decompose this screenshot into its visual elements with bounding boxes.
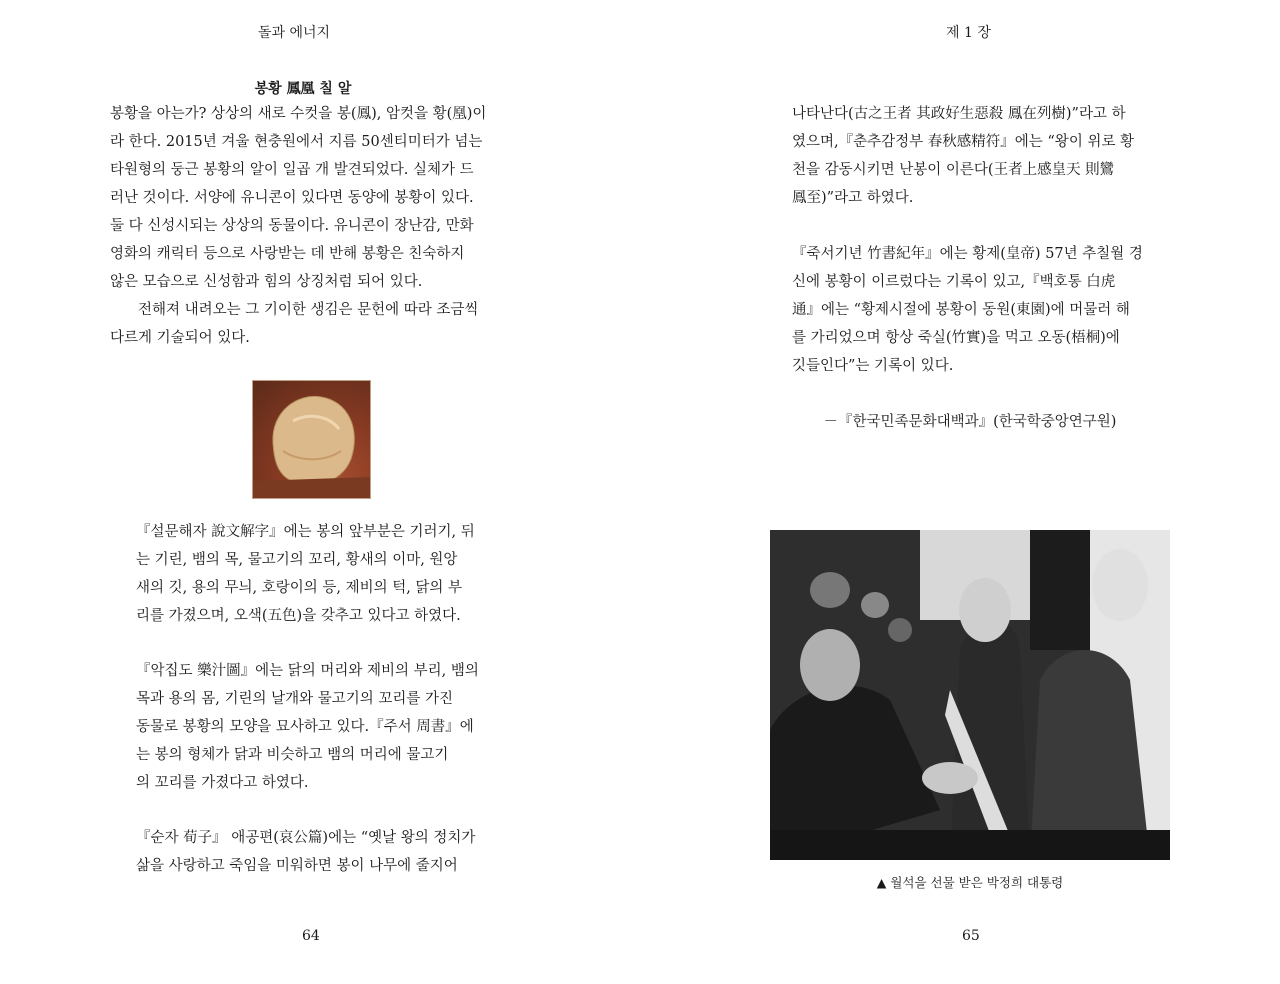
text-line: 리를 가졌으며, 오색(五色)을 갖추고 있다고 하였다.	[136, 608, 461, 624]
text-line: 『순자 荀子』 애공편(哀公篇)에는 “옛날 왕의 정치가	[136, 830, 476, 846]
quote-sunja-continued	[792, 100, 1148, 212]
quote-seolmunhaeja	[136, 518, 486, 630]
intro-paragraph	[110, 100, 496, 352]
text-line: 였으며,『춘추감정부 春秋感精符』에는 “왕이 위로 황	[792, 134, 1135, 150]
text-line: 둘 다 신성시되는 상상의 동물이다. 유니콘이 장난감, 만화	[110, 218, 474, 234]
text-line: 는 기린, 뱀의 목, 물고기의 꼬리, 황새의 이마, 원앙	[136, 552, 458, 568]
left-page-number: 64	[302, 928, 320, 944]
text-line: 타원형의 둥근 봉황의 알이 일곱 개 발견되었다. 실체가 드	[110, 162, 474, 178]
text-line: 鳳至)”라고 하였다.	[792, 190, 914, 206]
text-line: 다르게 기술되어 있다.	[110, 330, 250, 346]
text-line: 라 한다. 2015년 겨울 현충원에서 지름 50센티미터가 넘는	[110, 134, 483, 150]
text-line: 의 꼬리를 가졌다고 하였다.	[136, 775, 309, 791]
handshake-scene-image	[770, 530, 1170, 860]
text-line: 『죽서기년 竹書紀年』에는 황제(皇帝) 57년 추칠월 경	[792, 246, 1143, 262]
text-line: 러난 것이다. 서양에 유니콘이 있다면 동양에 봉황이 있다.	[110, 190, 474, 206]
right-page-number: 65	[962, 928, 980, 944]
text-line: 않은 모습으로 신성함과 힘의 상징처럼 되어 있다.	[110, 274, 423, 290]
left-page-header: 돌과 에너지	[258, 25, 331, 41]
text-line: 천을 감동시키면 난봉이 이른다(王者上感皇天 則鸞	[792, 162, 1115, 178]
egg-stone-image	[253, 381, 370, 498]
text-line: 『악집도 樂汁圖』에는 닭의 머리와 제비의 부리, 뱀의	[136, 663, 479, 679]
section-title: 봉황 鳳凰 칠 알	[254, 81, 352, 97]
text-line: 영화의 캐릭터 등으로 사랑받는 데 반해 봉황은 친숙하지	[110, 246, 465, 262]
text-line: 『설문해자 說文解字』에는 봉의 앞부분은 기러기, 뒤	[136, 524, 475, 540]
text-line: 通』에는 “황제시절에 봉황이 동원(東園)에 머물러 해	[792, 302, 1130, 318]
text-line: 삶을 사랑하고 죽임을 미워하면 봉이 나무에 줄지어	[136, 858, 458, 874]
text-line: 깃들인다”는 기록이 있다.	[792, 358, 954, 374]
quote-jukseogin	[792, 240, 1148, 380]
text-line: 봉황을 아는가? 상상의 새로 수컷을 봉(鳳), 암컷을 황(凰)이	[110, 106, 487, 122]
photo-caption: ▲ 월석을 선물 받은 박정희 대통령	[876, 875, 1064, 890]
text-line: 는 봉의 형체가 닭과 비슷하고 뱀의 머리에 물고기	[136, 747, 449, 763]
citation: －『한국민족문화대백과』(한국학중앙연구원)	[823, 414, 1117, 430]
quote-akjipdo	[136, 657, 486, 797]
right-page-header: 제 1 장	[946, 25, 991, 41]
quote-sunja	[136, 824, 486, 880]
text-line: 신에 봉황이 이르렀다는 기록이 있고,『백호통 白虎	[792, 274, 1116, 290]
text-line: 나타난다(古之王者 其政好生惡殺 鳳在列樹)”라고 하	[792, 106, 1126, 122]
text-line: 동물로 봉황의 모양을 묘사하고 있다.『주서 周書』에	[136, 719, 474, 735]
text-line: 새의 깃, 용의 무늬, 호랑이의 등, 제비의 턱, 닭의 부	[136, 580, 463, 596]
handshake-photo	[770, 530, 1170, 860]
text-line: 를 가리었으며 항상 죽실(竹實)을 먹고 오동(梧桐)에	[792, 330, 1120, 346]
egg-photo	[252, 380, 371, 499]
text-line: 전해져 내려오는 그 기이한 생김은 문헌에 따라 조금씩	[138, 302, 479, 318]
text-line: 목과 용의 몸, 기린의 날개와 물고기의 꼬리를 가진	[136, 691, 454, 707]
